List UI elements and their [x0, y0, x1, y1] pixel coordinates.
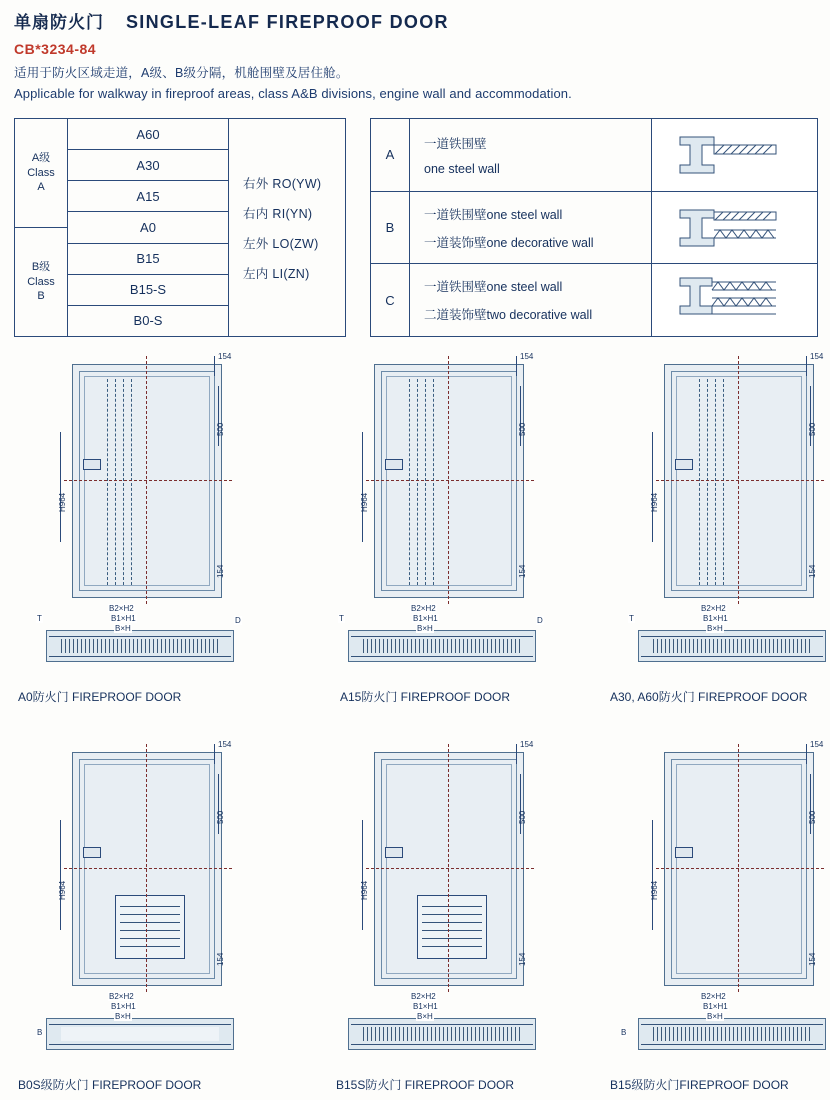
- sec-dim-bh: B×H: [115, 1012, 131, 1021]
- leaf-dash-line: [425, 379, 426, 585]
- leaf-dash-line: [123, 379, 124, 585]
- door-elevation: [374, 752, 524, 986]
- wall-type-c-diagram: [652, 264, 817, 336]
- class-b-letter: B: [37, 290, 45, 303]
- dim-500-line: [810, 774, 811, 834]
- dim-top-tick: [806, 744, 807, 764]
- door-elevation: [664, 752, 814, 986]
- sec-dim-b2h2: B2×H2: [411, 992, 436, 1001]
- door-section: [348, 1018, 536, 1050]
- direction-item: 右内 RI(YN): [243, 206, 313, 221]
- section-line: [351, 1024, 533, 1025]
- sec-dim-b1h1: B1×H1: [703, 614, 728, 623]
- door-handle: [83, 847, 101, 858]
- dim-500-line: [218, 386, 219, 446]
- door-section: [46, 1018, 234, 1050]
- wall-type-letter: A: [371, 119, 410, 191]
- center-line-horizontal: [64, 868, 232, 869]
- wall-type-desc: [410, 119, 652, 191]
- door-handle: [385, 459, 403, 470]
- dim-bottom: 154: [518, 952, 527, 966]
- sec-dim-d: D: [235, 616, 241, 625]
- sec-dim-b2h2: B2×H2: [109, 992, 134, 1001]
- dim-500-line: [218, 774, 219, 834]
- figure-caption: A15防火门 FIREPROOF DOOR: [340, 690, 511, 704]
- sec-dim-b2h2: B2×H2: [701, 992, 726, 1001]
- door-section: [638, 1018, 826, 1050]
- grade-column: [68, 119, 229, 336]
- section-line: [641, 636, 823, 637]
- applicable-note-cn: 适用于防火区域走道，A级、B级分隔，机舱围壁及居住舱。: [14, 66, 349, 80]
- leaf-dash-line: [417, 379, 418, 585]
- page-title-cn: 单扇防火门: [14, 13, 104, 32]
- dim-height-line: [652, 820, 653, 930]
- grade-cell: B0-S: [133, 313, 163, 329]
- dim-bottom: 154: [216, 952, 225, 966]
- sec-dim-b1h1: B1×H1: [111, 1002, 136, 1011]
- dim-500: 500: [216, 810, 225, 824]
- dim-500: 500: [518, 422, 527, 436]
- dim-height: H964: [360, 880, 369, 900]
- leaf-dash-line: [715, 379, 716, 585]
- wall-type-b-diagram: [652, 192, 817, 264]
- center-line-horizontal: [64, 480, 232, 481]
- sec-dim-b: B: [621, 1028, 627, 1037]
- door-elevation: [72, 364, 222, 598]
- leaf-dash-line: [115, 379, 116, 585]
- dim-height-line: [362, 432, 363, 542]
- figure-a0: [18, 352, 278, 712]
- figure-b15s: [320, 740, 580, 1100]
- wall-desc-line: 一道装饰壁one decorative wall: [424, 235, 594, 250]
- dim-top: 154: [218, 352, 232, 361]
- dim-top: 154: [810, 740, 824, 749]
- leaf-dash-line: [433, 379, 434, 585]
- sec-dim-b1h1: B1×H1: [413, 1002, 438, 1011]
- figure-caption: B15S防火门 FIREPROOF DOOR: [336, 1078, 515, 1092]
- section-line: [641, 1044, 823, 1045]
- door-handle: [675, 459, 693, 470]
- direction-item: 右外 RO(YW): [243, 176, 322, 191]
- direction-column: [229, 119, 345, 336]
- dim-bottom: 154: [808, 564, 817, 578]
- dim-bottom: 154: [518, 564, 527, 578]
- sec-dim-bh: B×H: [417, 1012, 433, 1021]
- dim-500: 500: [808, 810, 817, 824]
- door-leaf-edge: [386, 376, 512, 586]
- wall-type-row: [371, 119, 817, 192]
- dim-500-line: [810, 386, 811, 446]
- dim-height: H964: [360, 492, 369, 512]
- section-line: [49, 636, 231, 637]
- door-handle: [675, 847, 693, 858]
- dim-top-tick: [214, 356, 215, 376]
- sec-dim-t: T: [339, 614, 344, 623]
- grade-cell: B15: [68, 244, 228, 275]
- sec-dim-d: D: [537, 616, 543, 625]
- class-cell-b: [15, 228, 67, 336]
- wall-type-desc: [410, 264, 652, 336]
- class-column: [15, 119, 68, 336]
- wall-type-row: [371, 192, 817, 265]
- sec-dim-b1h1: B1×H1: [703, 1002, 728, 1011]
- section-line: [641, 1024, 823, 1025]
- class-a-word: Class: [27, 166, 55, 179]
- class-b-cn: B级: [31, 260, 51, 273]
- sec-dim-bh: B×H: [115, 624, 131, 633]
- wall-type-letter: C: [371, 264, 410, 336]
- leaf-dash-line: [107, 379, 108, 585]
- sec-dim-b: B: [37, 1028, 43, 1037]
- dim-height: H964: [58, 492, 67, 512]
- section-line: [351, 636, 533, 637]
- standard-code: CB*3234-84: [14, 41, 97, 57]
- dim-top: 154: [810, 352, 824, 361]
- dim-bottom: 154: [808, 952, 817, 966]
- grade-cell: B15-S: [68, 275, 228, 306]
- dim-height-line: [652, 432, 653, 542]
- sec-dim-b2h2: B2×H2: [109, 604, 134, 613]
- wall-desc-line: 二道装饰壁two decorative wall: [424, 308, 593, 323]
- door-elevation: [72, 752, 222, 986]
- door-leaf-edge: [84, 376, 210, 586]
- sec-dim-b2h2: B2×H2: [701, 604, 726, 613]
- dim-500: 500: [808, 422, 817, 436]
- wall-type-desc: [410, 192, 652, 264]
- door-handle: [385, 847, 403, 858]
- section-hatch: [61, 639, 219, 653]
- figure-caption: A30, A60防火门 FIREPROOF DOOR: [610, 690, 808, 704]
- section-hatch: [363, 639, 521, 653]
- section-line: [49, 1024, 231, 1025]
- section-line: [351, 1044, 533, 1045]
- figure-caption: B15级防火门FIREPROOF DOOR: [610, 1078, 789, 1092]
- dim-top-tick: [214, 744, 215, 764]
- page-title-en: SINGLE-LEAF FIREPROOF DOOR: [126, 12, 449, 32]
- dim-top-tick: [806, 356, 807, 376]
- wall-type-row: [371, 264, 817, 336]
- section-hatch: [363, 1027, 521, 1041]
- door-handle: [83, 459, 101, 470]
- door-elevation: [374, 364, 524, 598]
- dim-500: 500: [518, 810, 527, 824]
- center-line-horizontal: [656, 868, 824, 869]
- class-b-word: Class: [27, 275, 55, 288]
- sec-dim-t: T: [629, 614, 634, 623]
- center-line-horizontal: [366, 868, 534, 869]
- wall-desc-line: 一道铁围壁one steel wall: [424, 280, 563, 295]
- sec-dim-bh: B×H: [707, 1012, 723, 1021]
- section-core: [61, 1027, 219, 1041]
- section-line: [351, 656, 533, 657]
- door-leaf-edge: [676, 376, 802, 586]
- grade-cell: A0: [68, 212, 228, 243]
- section-hatch: [653, 1027, 811, 1041]
- center-line-horizontal: [366, 480, 534, 481]
- dim-height-line: [362, 820, 363, 930]
- sec-dim-bh: B×H: [707, 624, 723, 633]
- dim-500: 500: [216, 422, 225, 436]
- wall-type-table: [370, 118, 818, 337]
- section-line: [641, 656, 823, 657]
- grade-cell: A60: [68, 119, 228, 150]
- dim-top: 154: [218, 740, 232, 749]
- door-section: [46, 630, 234, 662]
- door-elevation: [664, 364, 814, 598]
- wall-desc-line: 一道铁围壁: [424, 136, 487, 151]
- dim-height: H964: [650, 492, 659, 512]
- sec-dim-b1h1: B1×H1: [111, 614, 136, 623]
- class-a-cn: A级: [31, 151, 51, 164]
- leaf-dash-line: [699, 379, 700, 585]
- door-section: [638, 630, 826, 662]
- dim-top: 154: [520, 740, 534, 749]
- sec-dim-b1h1: B1×H1: [413, 614, 438, 623]
- dim-500-line: [520, 774, 521, 834]
- dim-500-line: [520, 386, 521, 446]
- grade-cell: A30: [68, 150, 228, 181]
- sec-dim-b2h2: B2×H2: [411, 604, 436, 613]
- leaf-dash-line: [707, 379, 708, 585]
- ventilation-louver: [417, 895, 487, 959]
- section-line: [49, 1044, 231, 1045]
- class-a-letter: A: [37, 181, 45, 194]
- sec-dim-bh: B×H: [417, 624, 433, 633]
- direction-item: 左外 LO(ZW): [243, 236, 319, 251]
- dim-height-line: [60, 820, 61, 930]
- figure-b15: [610, 740, 830, 1100]
- dim-top-tick: [516, 356, 517, 376]
- dim-height: H964: [650, 880, 659, 900]
- page-header: [14, 8, 814, 101]
- grade-cell: A15: [68, 181, 228, 212]
- figure-a15: [320, 352, 580, 712]
- ventilation-louver: [115, 895, 185, 959]
- dim-height: H964: [58, 880, 67, 900]
- dim-bottom: 154: [216, 564, 225, 578]
- sec-dim-t: T: [37, 614, 42, 623]
- center-line-horizontal: [656, 480, 824, 481]
- figure-caption: A0防火门 FIREPROOF DOOR: [18, 690, 182, 704]
- figure-caption: B0S级防火门 FIREPROOF DOOR: [18, 1078, 202, 1092]
- figure-a30-a60: [610, 352, 830, 712]
- applicable-note-en: Applicable for walkway in fireproof areas, class A&B divisions, engine wall and accommodation.: [14, 86, 572, 101]
- door-section: [348, 630, 536, 662]
- leaf-dash-line: [409, 379, 410, 585]
- dim-height-line: [60, 432, 61, 542]
- figure-b0s: [18, 740, 278, 1100]
- dim-top: 154: [520, 352, 534, 361]
- class-cell-a: [15, 119, 67, 228]
- wall-desc-line: one steel wall: [424, 161, 500, 176]
- section-hatch: [653, 639, 811, 653]
- leaf-dash-line: [131, 379, 132, 585]
- dim-top-tick: [516, 744, 517, 764]
- wall-type-a-diagram: [652, 119, 817, 191]
- door-leaf-edge: [676, 764, 802, 974]
- section-line: [49, 656, 231, 657]
- class-grade-table: [14, 118, 346, 337]
- wall-desc-line: 一道铁围壁one steel wall: [424, 207, 563, 222]
- direction-item: 左内 LI(ZN): [243, 266, 310, 281]
- leaf-dash-line: [723, 379, 724, 585]
- wall-type-letter: B: [371, 192, 410, 264]
